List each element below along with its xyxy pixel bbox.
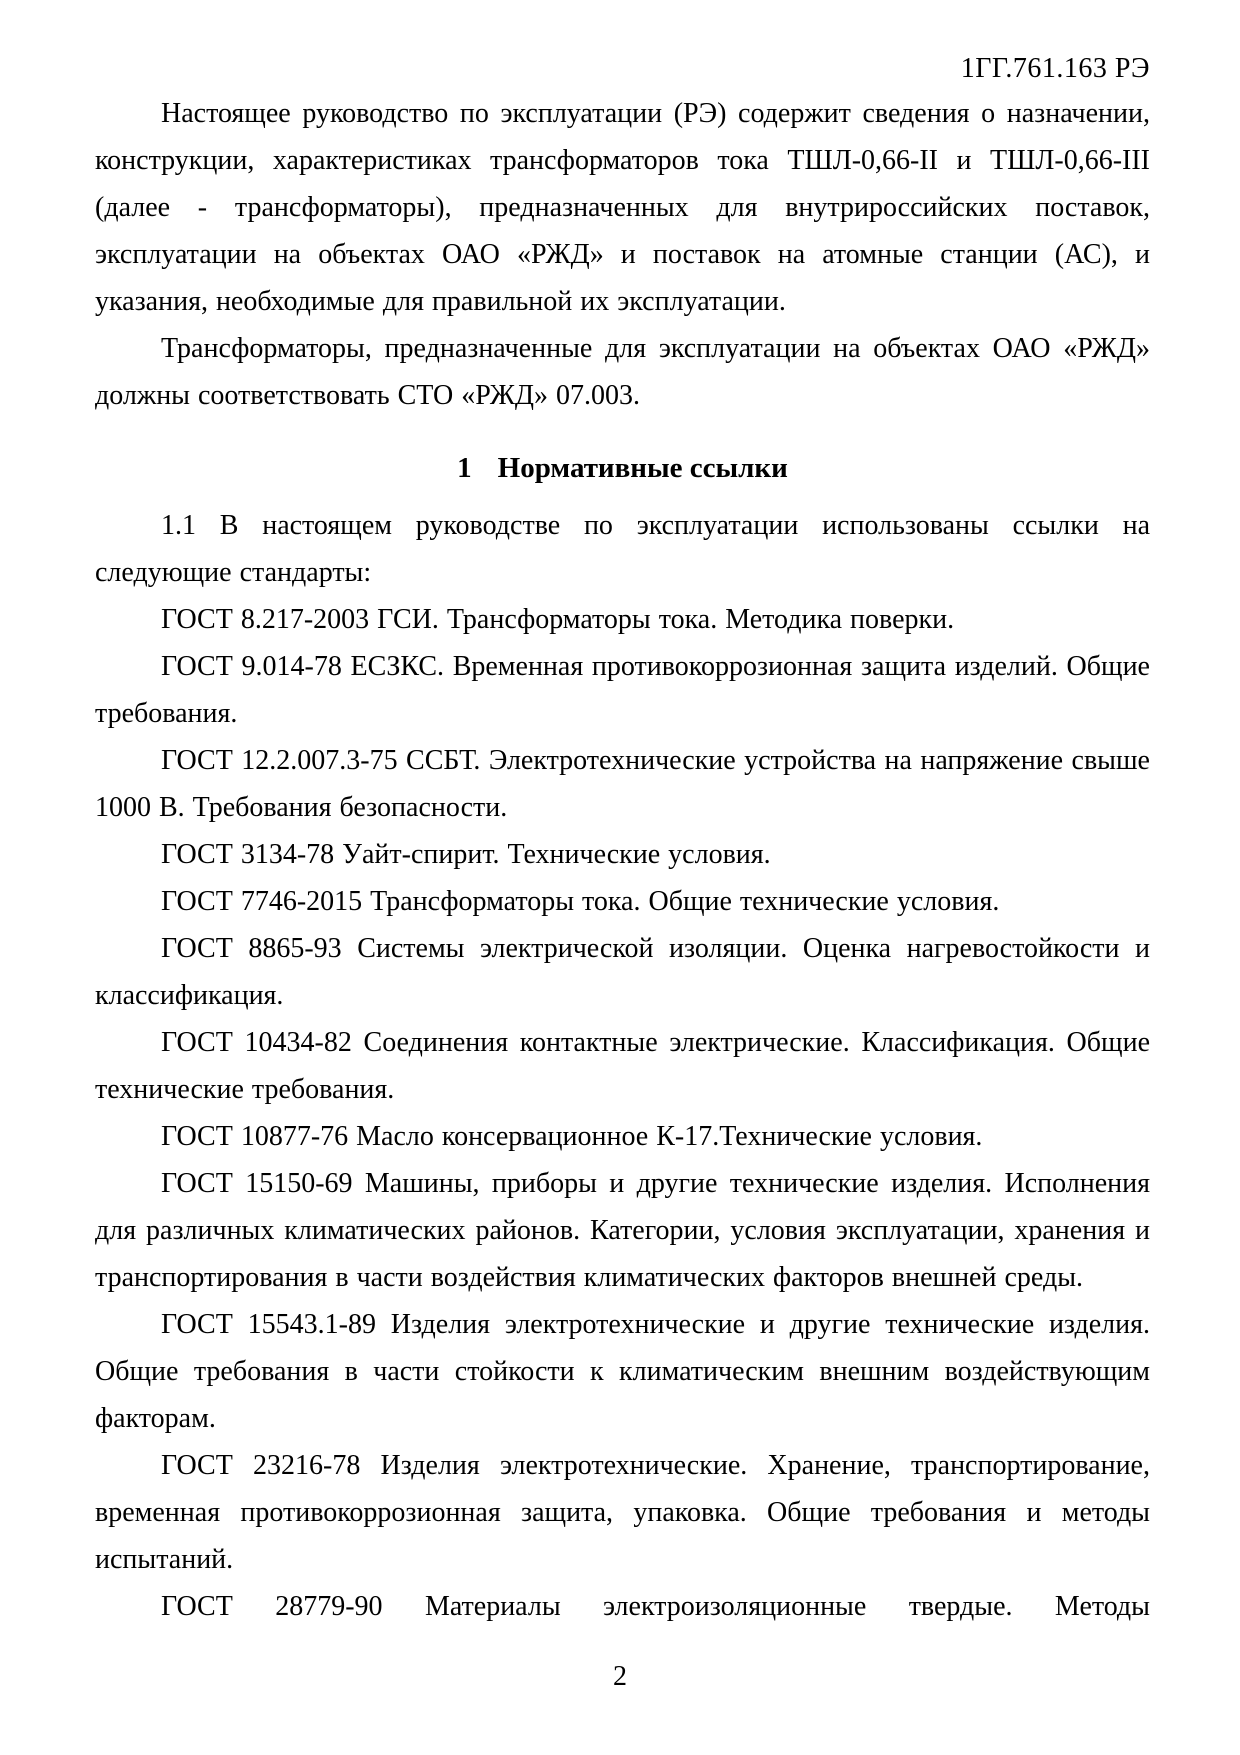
standard-reference: ГОСТ 8.217-2003 ГСИ. Трансформаторы тока. Методика поверки.	[161, 604, 955, 635]
standard-reference: ГОСТ 28779-90 Материалы электроизоляционные твердые. Методы	[161, 1591, 1150, 1622]
standard-reference: ГОСТ 9.014-78 ЕСЗКС. Временная противокоррозионная защита изделий. Общие требования.	[95, 651, 1150, 729]
section-heading	[95, 445, 1150, 492]
standard-reference: ГОСТ 8865-93 Системы электрической изоляции. Оценка нагревостойкости и классификация.	[95, 933, 1150, 1011]
standard-reference: ГОСТ 12.2.007.3-75 ССБТ. Электротехнические устройства на напряжение свыше 1000 В. Требования безопасности.	[95, 745, 1150, 823]
section-title: Нормативные ссылки	[497, 452, 788, 484]
standard-reference: ГОСТ 10877-76 Масло консервационное К-17.Технические условия.	[161, 1121, 983, 1152]
standard-reference: ГОСТ 23216-78 Изделия электротехнические. Хранение, транспортирование, временная противокоррозионная защита, упаковка. Общие требования и методы испытаний.	[95, 1450, 1150, 1575]
standard-reference: ГОСТ 3134-78 Уайт-спирит. Технические условия.	[161, 839, 771, 870]
intro-paragraph-1: Настоящее руководство по эксплуатации (РЭ) содержит сведения о назначении, конструкции, характеристиках трансформаторов тока ТШЛ-0,66-II и ТШЛ-0,66-III (далее - трансформаторы), предназначенных для внутрироссийских поставок, эксплуатации на объектах ОАО «РЖД» и поставок на атомные станции (АС), и указания, необходимые для правильной их эксплуатации.	[95, 98, 1150, 317]
section-intro-paragraph: 1.1 В настоящем руководстве по эксплуатации использованы ссылки на следующие стандарты:	[95, 510, 1150, 588]
document-code-header: 1ГГ.761.163 РЭ	[960, 53, 1150, 84]
section-number: 1	[457, 452, 472, 484]
page-number: 2	[613, 1661, 627, 1692]
page-content	[95, 90, 1150, 1630]
standard-reference: ГОСТ 7746-2015 Трансформаторы тока. Общие технические условия.	[161, 886, 1000, 917]
standard-reference: ГОСТ 15543.1-89 Изделия электротехнические и другие технические изделия. Общие требования в части стойкости к климатическим внешним воздействующим факторам.	[95, 1309, 1150, 1434]
standard-reference: ГОСТ 15150-69 Машины, приборы и другие технические изделия. Исполнения для различных климатических районов. Категории, условия эксплуатации, хранения и транспортирования в части воздействия климатических факторов внешней среды.	[95, 1168, 1150, 1293]
standard-reference: ГОСТ 10434-82 Соединения контактные электрические. Классификация. Общие технические требования.	[95, 1027, 1150, 1105]
intro-paragraph-2: Трансформаторы, предназначенные для эксплуатации на объектах ОАО «РЖД» должны соответствовать СТО «РЖД» 07.003.	[95, 333, 1150, 411]
